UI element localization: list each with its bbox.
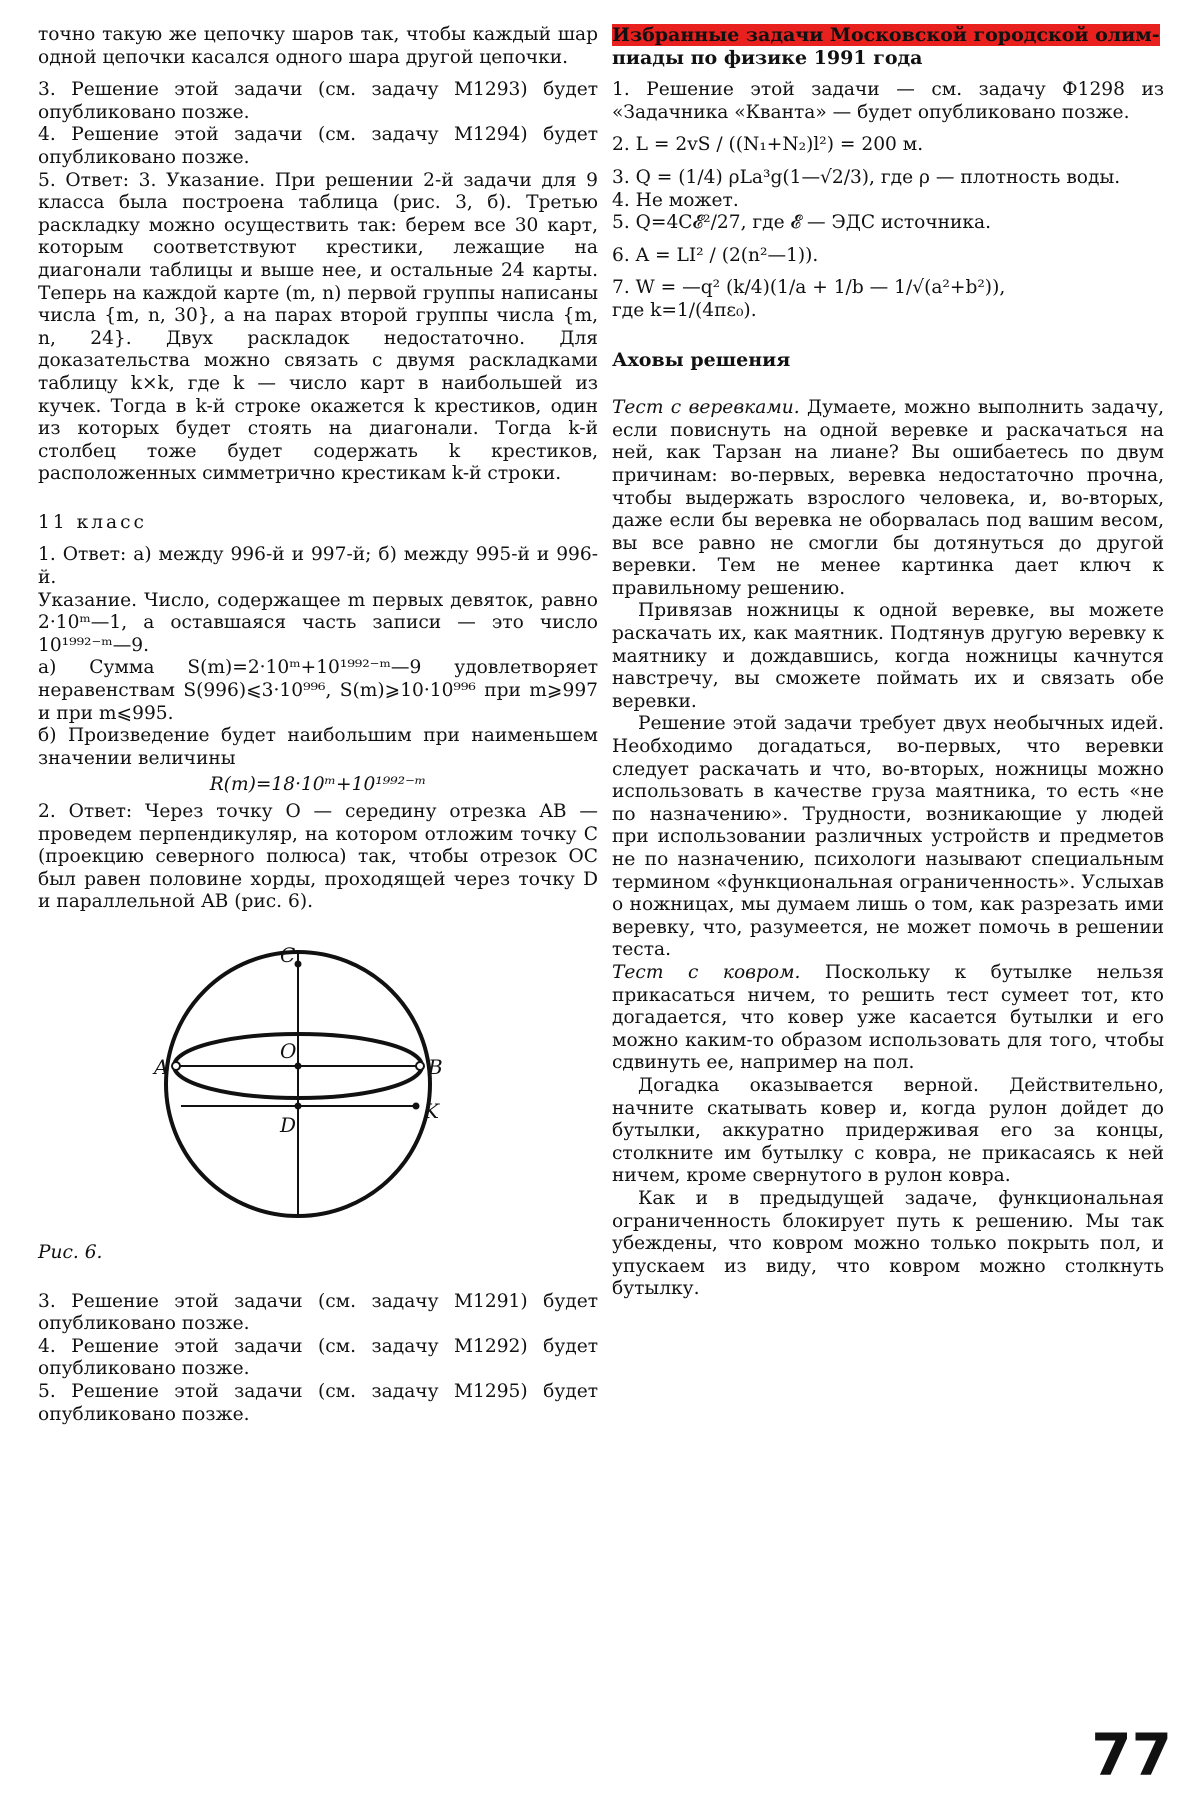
physics-answer-3: 3. Q = (1/4) ρLa³g(1—√2/3), где ρ — плотность воды. <box>612 166 1121 188</box>
point-k <box>413 1102 420 1109</box>
point-a <box>172 1062 180 1070</box>
rope-test-paragraph <box>612 397 1164 600</box>
carpet-test-paragraph-3: Как и в предыдущей задаче, функциональная ограниченность блокирует путь к решению. Мы так убеждены, что ковром можно только покрыть пол, и упускаем из виду, что ковром можно столкнуть бутылку. <box>612 1187 1164 1300</box>
class11-answer-2: 2. Ответ: Через точку O — середину отрезка AB — проведем перпендикуляр, на котором отложим точку C (проекцию северного полюса) так, чтобы отрезок OC был равен половине хорды, проходящей через точку D и параллельной AB (рис. 6). <box>38 801 598 913</box>
class-11-heading: 11 класс <box>38 511 147 533</box>
figure-6 <box>38 934 598 1234</box>
figure-caption: Рис. 6. <box>38 1241 103 1263</box>
label-c: C <box>280 942 296 967</box>
intro-paragraph: точно такую же цепочку шаров так, чтобы каждый шар одной цепочки касался одного шара другой цепочки. <box>38 24 598 68</box>
answer-3: 3. Решение этой задачи (см. задачу М1293) будет опубликовано позже. <box>38 79 598 123</box>
point-b <box>416 1062 424 1070</box>
label-d: D <box>280 1112 297 1137</box>
point-c <box>295 960 302 967</box>
olympiad-heading <box>612 24 1164 69</box>
rope-test-paragraph-3: Решение этой задачи требует двух необычных идей. Необходимо догадаться, во-первых, что веревки следует раскачать и что, во-вторых, ножницы можно использовать в качестве груза маятника, то есть «не по назначению». Трудности, возникающие у людей при использовании различных устройств и предметов не по назначению, психологи называют специальным термином «функциональная ограниченность». Услыхав о ножницах, мы думаем лишь о том, как разрезать ими веревку, что, разумеется, не может помочь в решении теста. <box>612 713 1164 961</box>
carpet-test-paragraph <box>612 962 1164 1075</box>
label-o: O <box>280 1038 297 1063</box>
class11-answer-1: 1. Ответ: а) между 996-й и 997-й; б) между 995-й и 996-й. <box>38 544 598 589</box>
class11-part-b: б) Произведение будет наибольшим при наименьшем значении величины <box>38 725 598 769</box>
left-column <box>38 24 598 1426</box>
answer-4: 4. Решение этой задачи (см. задачу М1294) будет опубликовано позже. <box>38 124 598 168</box>
label-a: A <box>154 1054 169 1079</box>
right-column <box>612 24 1164 1301</box>
carpet-test-title: Тест с ковром. <box>612 961 801 983</box>
physics-answer-4: 4. Не может. <box>612 189 739 211</box>
physics-answer-1: 1. Решение этой задачи — см. задачу Ф1298 из «Задачника «Кванта» — будет опубликовано позже. <box>612 79 1164 123</box>
physics-answer-7: 7. W = —q² (k/4)(1/a + 1/b — 1/√(a²+b²)), <box>612 277 1006 299</box>
rope-test-paragraph-2: Привязав ножницы к одной веревке, вы можете раскачать их, как маятник. Подтянув другую веревку к маятнику и дождавшись, когда ножницы качнутся навстречу, вы сможете поймать их и связать обе веревки. <box>612 600 1164 712</box>
physics-answer-6: 6. A = LI² / (2(n²—1)). <box>612 244 819 266</box>
rope-test-text: Думаете, можно выполнить задачу, если повиснуть на одной веревке и раскачаться на ней, как Тарзан на лиане? Вы ошибаетесь по двум причинам: во-первых, веревка недостаточно прочна, чтобы выдержать взрослого человека, и, во-вторых, даже если бы веревка не оборвалась под вашим весом, вы все равно не смогли бы дотянуться до другой веревки. Тем не менее картинка дает ключ к правильному решению. <box>612 397 1164 599</box>
class11-answer-4: 4. Решение этой задачи (см. задачу М1292) будет опубликовано позже. <box>38 1335 598 1380</box>
label-b: B <box>428 1054 443 1079</box>
heading-highlight: Избранные задачи Московской городской олим- <box>612 24 1160 46</box>
class11-answer-3: 3. Решение этой задачи (см. задачу М1291) будет опубликовано позже. <box>38 1290 598 1335</box>
class11-answer-5: 5. Решение этой задачи (см. задачу М1295) будет опубликовано позже. <box>38 1380 598 1425</box>
heading-line-2: пиады по физике 1991 года <box>612 46 923 69</box>
physics-answer-2: 2. L = 2vS / ((N₁+N₂)l²) = 200 м. <box>612 134 924 156</box>
aha-solutions-title: Аховы решения <box>612 348 791 371</box>
point-o <box>295 1062 302 1069</box>
rope-test-title: Тест с веревками. <box>612 397 800 419</box>
class11-hint-1: Указание. Число, содержащее m первых девяток, равно 2·10ᵐ—1, а оставшаяся часть записи — это число 10¹⁹⁹²⁻ᵐ—9. <box>38 589 598 656</box>
formula-r-m: R(m)=18·10ᵐ+10¹⁹⁹²⁻ᵐ <box>209 774 427 796</box>
physics-answer-7-where: где k=1/(4πε₀). <box>612 299 757 321</box>
answer-5: 5. Ответ: 3. Указание. При решении 2-й задачи для 9 класса была построена таблица (рис. 3, б). Третью раскладку можно осуществить так: берем все 30 карт, которым соответствуют крестики, лежащие на диагонали таблицы и выше нее, и остальные 24 карты. Теперь на каждой карте (m, n) первой группы написаны числа {m, n, 30}, а на парах второй группы числа {m, n, 24}. Двух раскладок недостаточно. Для доказательства можно связать с двумя раскладками таблицу k×k, где k — число карт в наибольшей из кучек. Тогда в k-й строке окажется k крестиков, один из которых будет стоять на диагонали. Тогда k-й столбец тоже будет содержать k крестиков, расположенных симметрично крестикам k-й строки. <box>38 169 598 485</box>
physics-answer-5: 5. Q=4C𝓔²/27, где 𝓔 — ЭДС источника. <box>612 212 992 234</box>
class11-part-a: а) Сумма S(m)=2·10ᵐ+10¹⁹⁹²⁻ᵐ—9 удовлетворяет неравенствам S(996)⩽3·10⁹⁹⁶, S(m)⩾10·10⁹⁹⁶ при m⩾997 и при m⩽995. <box>38 657 598 724</box>
carpet-test-paragraph-2: Догадка оказывается верной. Действительно, начните скатывать ковер и, когда рулон дойдет до бутылки, аккуратно придерживая его за концы, столкните им бутылку с ковра, не прикасаясь к ней ничем, кроме свернутого в рулон ковра. <box>612 1074 1164 1187</box>
label-k: K <box>424 1098 439 1123</box>
page-number: 77 <box>1091 1721 1172 1789</box>
carpet-test-text: Поскольку к бутылке нельзя прикасаться ничем, то решить тест сумеет тот, кто догадается, что ковер уже касается бутылки и его можно каким-то образом использовать для того, чтобы сдвинуть ее, например на пол. <box>612 961 1164 1074</box>
point-d <box>295 1102 302 1109</box>
